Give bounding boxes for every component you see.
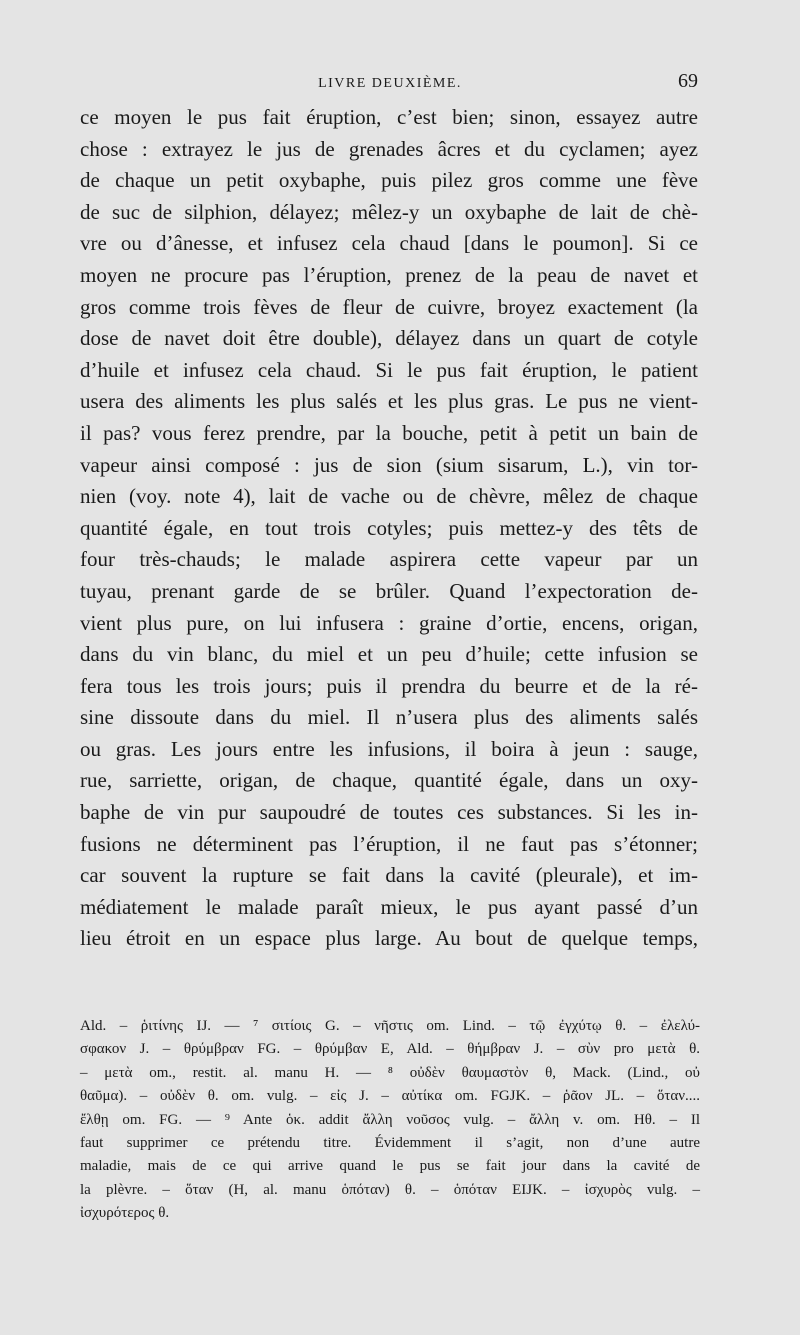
- text-line: vient plus pure, on lui infusera : graine d’ortie, encens, origan,: [80, 610, 698, 635]
- text-line: four très-chauds; le malade aspirera cette vapeur par un: [80, 547, 698, 572]
- text-line: fusions ne déterminent pas l’éruption, il ne faut pas s’étonner;: [80, 831, 698, 856]
- text-line: ou gras. Les jours entre les infusions, il boira à jeun : sauge,: [80, 736, 698, 761]
- text-line: fera tous les trois jours; puis il prendra du beurre et de la ré-: [80, 673, 698, 698]
- text-line: car souvent la rupture se fait dans la cavité (pleurale), et im-: [80, 863, 698, 888]
- text-line: d’huile et infusez cela chaud. Si le pus fait éruption, le patient: [80, 357, 698, 382]
- footnote-line: ἔλθῃ om. FG. — ⁹ Ante ὁκ. addit ἄλλη νοῦσος vulg. – ἄλλη v. om. Hθ. – Il: [80, 1111, 700, 1128]
- text-line: il pas? vous ferez prendre, par la bouche, petit à petit un bain de: [80, 420, 698, 445]
- text-line: usera des aliments les plus salés et les plus gras. Le pus ne vient-: [80, 389, 698, 414]
- text-line: de suc de silphion, délayez; mêlez-y un oxybaphe de lait de chè-: [80, 199, 698, 224]
- text-line: dans du vin blanc, du miel et un peu d’huile; cette infusion se: [80, 642, 698, 667]
- text-line: chose : extrayez le jus de grenades âcres et du cyclamen; ayez: [80, 136, 698, 161]
- footnote-line: Ald. – ῥιτίνης IJ. — ⁷ σιτίοις G. – νῆστις om. Lind. – τῷ ἐγχύτῳ θ. – ἐλελύ-: [80, 1018, 700, 1034]
- text-line: médiatement le malade paraît mieux, le pus ayant passé d’un: [80, 894, 698, 919]
- footnote-line: σφακον J. – θρύμβραν FG. – θρύμβαν E, Ald. – θήμβραν J. – σὺν pro μετὰ θ.: [80, 1041, 700, 1058]
- text-line: rue, sarriette, origan, de chaque, quantité égale, dans un oxy-: [80, 768, 698, 793]
- text-line: nien (voy. note 4), lait de vache ou de chèvre, mêlez de chaque: [80, 484, 698, 509]
- footnote-line: ἰσχυρότερος θ.: [80, 1205, 170, 1222]
- text-line: sine dissoute dans du miel. Il n’usera plus des aliments salés: [80, 705, 698, 730]
- text-line: moyen ne procure pas l’éruption, prenez de la peau de navet et: [80, 262, 698, 287]
- text-line: tuyau, prenant garde de se brûler. Quand l’expectoration de-: [80, 578, 698, 603]
- text-line: gros comme trois fèves de fleur de cuivre, broyez exactement (la: [80, 294, 698, 319]
- footnote-line: θαῦμα). – οὐδὲν θ. om. vulg. – εἰς J. – αὐτίκα om. FGJK. – ῥᾶον JL. – ὅταν....: [80, 1088, 700, 1105]
- text-line: vre ou d’ânesse, et infusez cela chaud [dans le poumon]. Si ce: [80, 231, 698, 256]
- text-line: dose de navet doit être double), délayez dans un quart de cotyle: [80, 326, 698, 351]
- page-number: 69: [678, 70, 698, 92]
- footnote-line: faut supprimer ce prétendu titre. Évidemment il s’agit, non d’une autre: [80, 1134, 700, 1151]
- footnotes: [80, 1015, 700, 1226]
- text-line: baphe de vin pur saupoudré de toutes ces substances. Si les in-: [80, 800, 698, 825]
- page-header: [80, 70, 700, 100]
- footnote-line: – μετὰ om., restit. al. manu H. — ⁸ οὐδὲν θαυμαστὸν θ, Mack. (Lind., οὐ: [80, 1064, 700, 1081]
- footnote-line: la plèvre. – ὅταν (H, al. manu ὁπόταν) θ. – ὁπόταν EIJK. – ἰσχυρὸς vulg. –: [80, 1181, 700, 1198]
- footnote-line: maladie, mais de ce qui arrive quand le pus se fait jour dans la cavité de: [80, 1158, 700, 1175]
- text-line: lieu étroit en un espace plus large. Au bout de quelque temps,: [80, 926, 698, 951]
- text-line: quantité égale, en tout trois cotyles; puis mettez-y des têts de: [80, 515, 698, 540]
- text-line: de chaque un petit oxybaphe, puis pilez gros comme une fève: [80, 168, 698, 193]
- text-line: ce moyen le pus fait éruption, c’est bien; sinon, essayez autre: [80, 105, 698, 129]
- text-line: vapeur ainsi composé : jus de sion (sium sisarum, L.), vin tor-: [80, 452, 698, 477]
- main-text: [80, 102, 698, 955]
- running-head: LIVRE DEUXIÈME.: [318, 76, 462, 91]
